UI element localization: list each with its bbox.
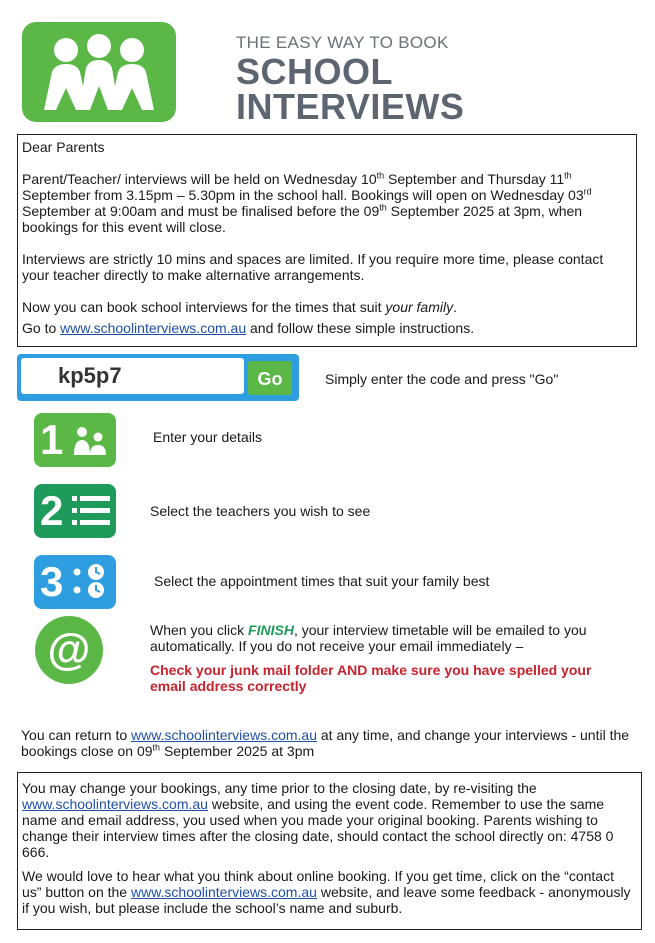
return-note: You can return to www.schoolinterviews.com.au at any time, and change your interviews - until the bookings close on 09th September 2025 at 3pm (21, 727, 630, 759)
changes-website-link[interactable]: www.schoolinterviews.com.au (22, 796, 208, 812)
go-button[interactable]: Go (248, 361, 292, 395)
people-icon (72, 425, 108, 457)
step-1-text: Enter your details (153, 429, 262, 445)
finish-instructions (150, 622, 630, 694)
intro-box (17, 134, 637, 347)
at-sign-icon (35, 616, 103, 684)
finish-keyword: FINISH (248, 622, 294, 638)
code-instruction: Simply enter the code and press "Go" (325, 371, 559, 387)
tagline: THE EASY WAY TO BOOK (236, 33, 449, 52)
step-2-text: Select the teachers you wish to see (150, 503, 371, 519)
feedback-website-link[interactable]: www.schoolinterviews.com.au (130, 884, 317, 900)
intro-paragraph-goto: Go to www.schoolinterviews.com.au and follow these simple instructions. (22, 320, 475, 336)
step-3-badge (34, 555, 116, 609)
brand-line-interviews: INTERVIEWS (236, 86, 465, 127)
intro-paragraph-duration: Interviews are strictly 10 mins and spaces are limited. If you require more time, please contact your teacher directly to make alternative arrangements. (22, 251, 604, 283)
step-2-number: 2 (40, 487, 64, 534)
feedback-paragraph: We would love to hear what you think about online booking. If you get time, click on the “contact us” button on the www.schoolinterviews.com.au website, and leave some feedback - anonymously if you wish, but please include the school’s name and suburb. (22, 868, 631, 916)
return-website-link[interactable]: www.schoolinterviews.com.au (131, 727, 317, 743)
finish-text: When you click FINISH, your interview timetable will be emailed to you automatically. If you do not receive your email immediately – (150, 622, 587, 654)
clock-icon (72, 563, 112, 601)
brand-line-school: SCHOOL (236, 51, 394, 92)
step-2-badge (34, 484, 116, 538)
family-icon (22, 22, 176, 122)
intro-paragraph-book: Now you can book school interviews for the times that suit your family. (22, 299, 457, 315)
intro-paragraph-dates: Parent/Teacher/ interviews will be held on Wednesday 10th September and Thursday 11th September from 3.15pm – 5.30pm in the school hall. Bookings will open on Wednesday 03rd September at 9:00am and must be finalised before the 09th September 2025 at 3pm, when bookings for this event will close. (22, 170, 592, 235)
step-3-text: Select the appointment times that suit your family best (154, 573, 490, 589)
step-1-number: 1 (40, 416, 64, 463)
step-3-number: 3 (40, 558, 64, 605)
svg-text:@: @ (47, 625, 91, 674)
website-link[interactable]: www.schoolinterviews.com.au (60, 320, 247, 336)
changes-box (17, 772, 642, 930)
junk-mail-warning: Check your junk mail folder AND make sure you have spelled your email address correctly (150, 662, 592, 694)
event-code-input[interactable] (21, 358, 244, 394)
changes-paragraph: You may change your bookings, any time prior to the closing date, by re-visiting the www.schoolinterviews.com.au website, and using the event code. Remember to use the same name and email address, you used when you made your original booking. Parents wishing to change their interview times after the closing date, should contact the school directly on: 4758 0 666. (22, 780, 614, 860)
step-1-badge (34, 413, 116, 467)
greeting: Dear Parents (22, 139, 105, 155)
school-interviews-logo (22, 22, 176, 122)
brand-title (236, 51, 465, 127)
list-icon (72, 494, 112, 528)
